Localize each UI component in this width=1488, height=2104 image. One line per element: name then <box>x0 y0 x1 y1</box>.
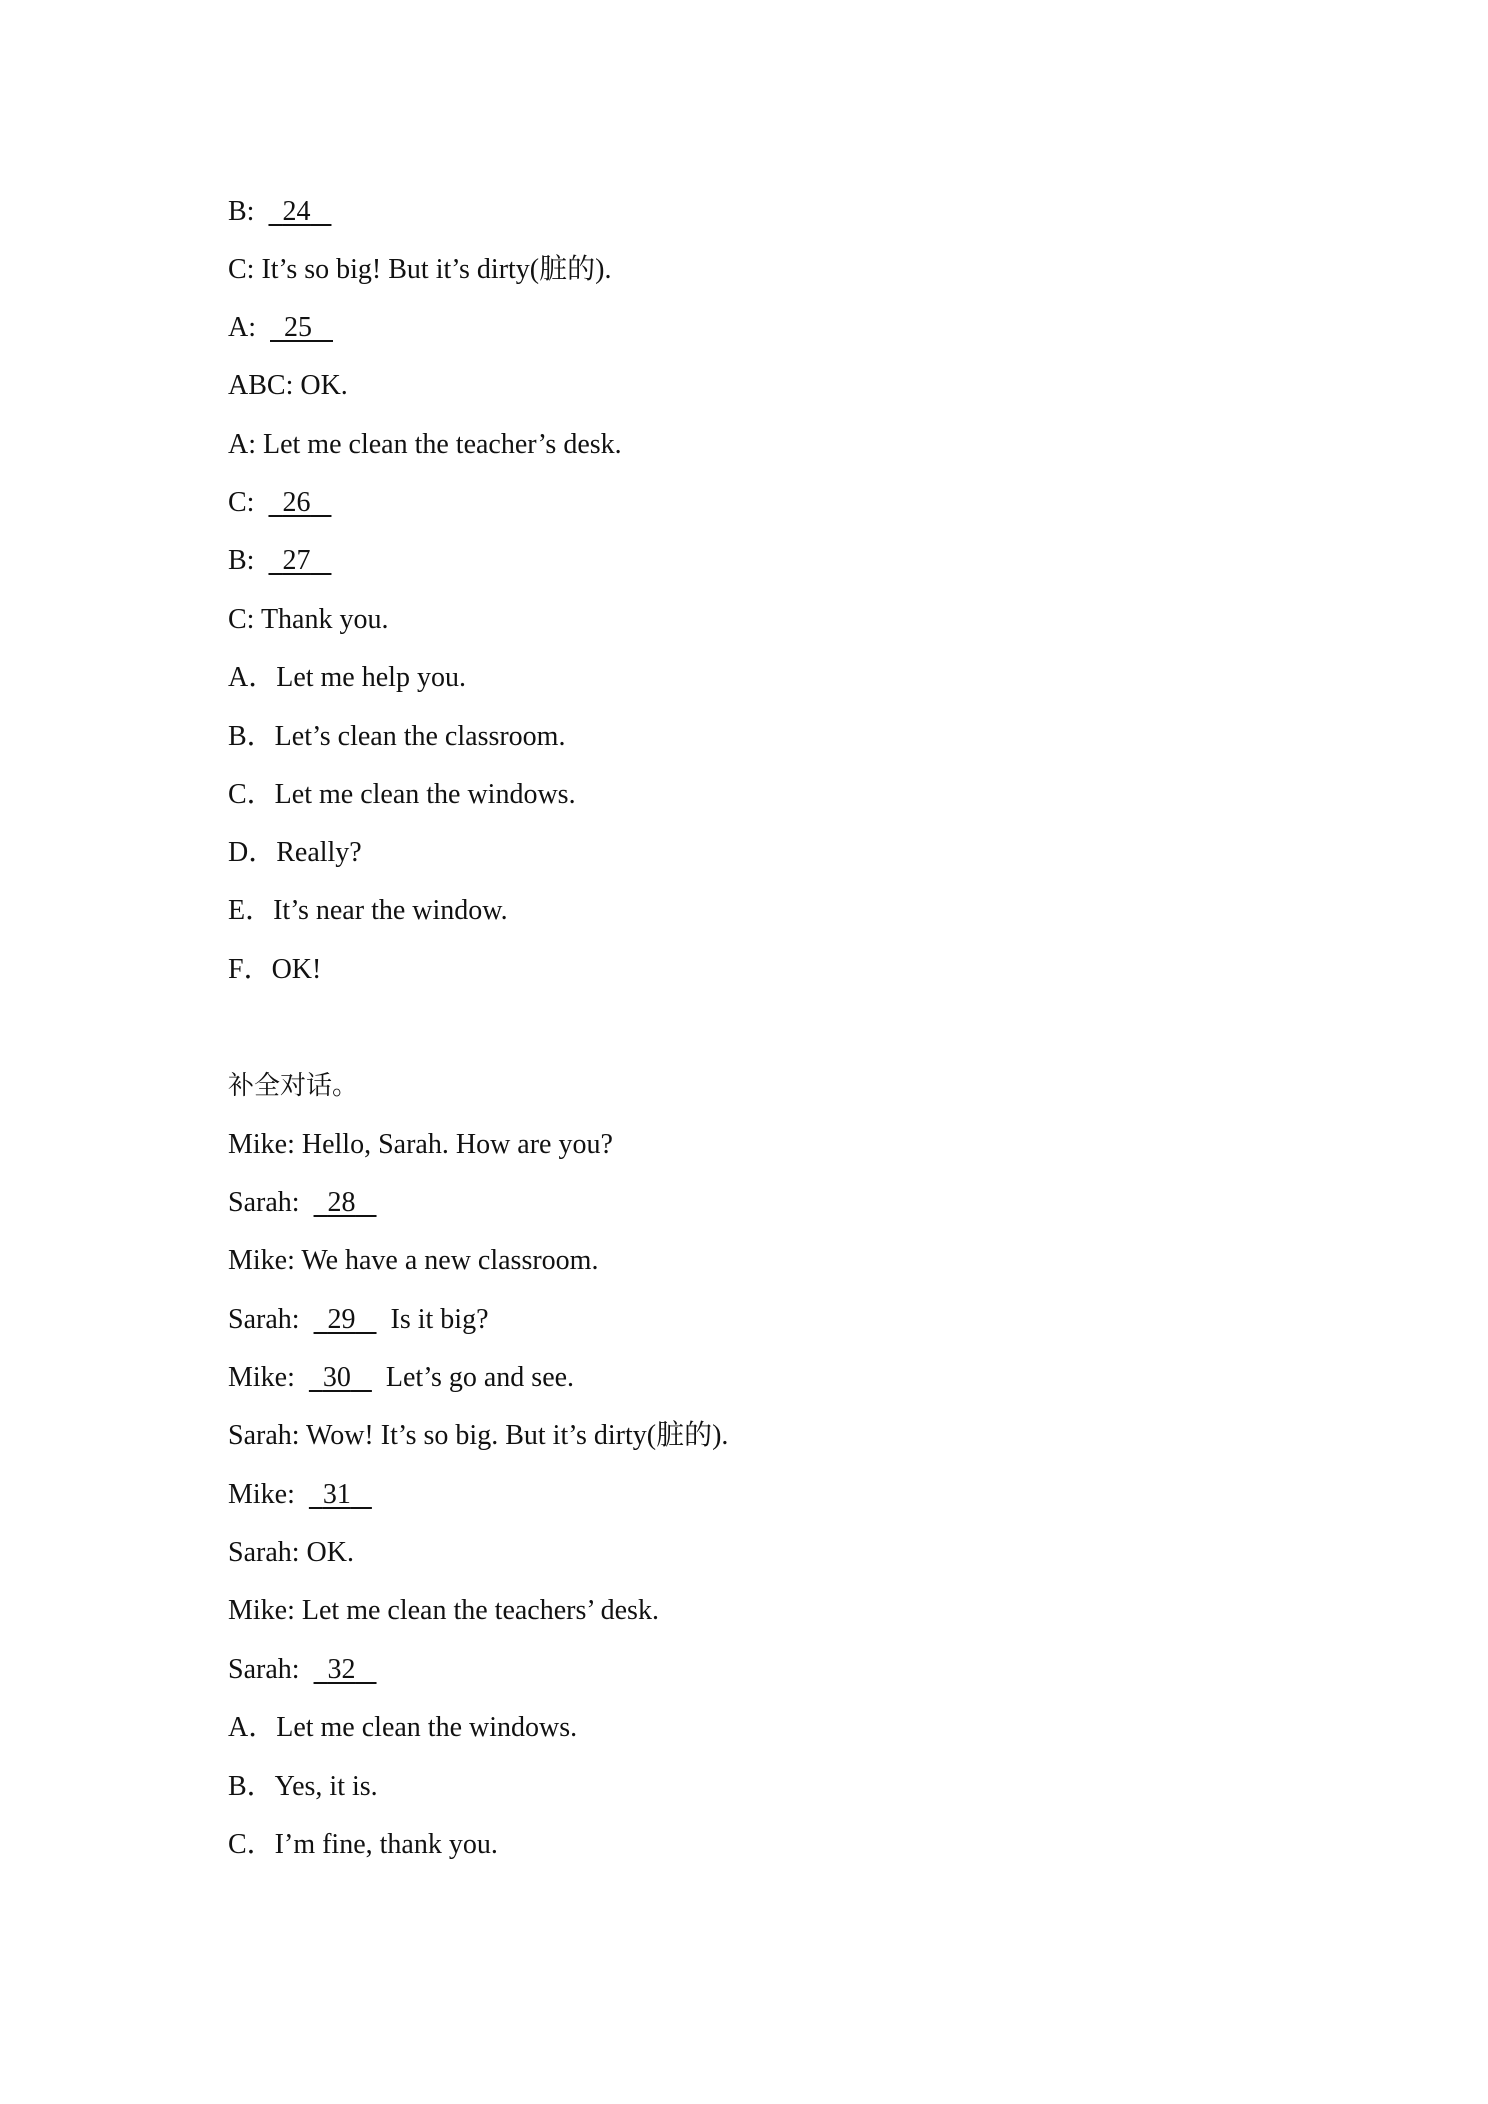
dialogue-line-5: A: Let me clean the teacher’s desk. <box>228 429 622 460</box>
dialogue2-line-3: Mike: We have a new classroom. <box>228 1245 599 1276</box>
dialogue2-line-5: Mike: 30 Let’s go and see. <box>228 1358 574 1398</box>
option2-c: C．I’m fine, thank you. <box>228 1829 498 1860</box>
dialogue2-line-6: Sarah: Wow! It’s so big. But it’s dirty(脏的). <box>228 1420 729 1451</box>
answer-blank-29: 29 <box>327 1304 356 1335</box>
dialogue-line-4: ABC: OK. <box>228 370 348 401</box>
option-a: A．Let me help you. <box>228 662 466 693</box>
option2-a: A．Let me clean the windows. <box>228 1712 578 1743</box>
answer-blank-26: 26 <box>282 487 311 518</box>
dialogue2-line-10: Sarah: 32 <box>228 1650 377 1690</box>
dialogue-line-7: B: 27 <box>228 541 331 581</box>
dialogue-line-3: A: 25 <box>228 308 333 348</box>
dialogue2-line-4: Sarah: 29 Is it big? <box>228 1300 489 1340</box>
option2-b: B．Yes, it is. <box>228 1771 378 1802</box>
answer-blank-24: 24 <box>282 196 311 227</box>
option-f: F．OK! <box>228 954 322 985</box>
speaker: B: <box>228 196 255 227</box>
dialogue2-line-9: Mike: Let me clean the teachers’ desk. <box>228 1595 659 1626</box>
option-e: E．It’s near the window. <box>228 895 508 926</box>
option-b: B．Let’s clean the classroom. <box>228 721 566 752</box>
dialogue2-line-8: Sarah: OK. <box>228 1537 354 1568</box>
dialogue-line-6: C: 26 <box>228 483 331 523</box>
answer-blank-32: 32 <box>327 1654 356 1685</box>
dialogue2-line-7: Mike: 31 <box>228 1475 372 1515</box>
answer-blank-31: 31 <box>322 1479 351 1510</box>
option-c: C．Let me clean the windows. <box>228 779 576 810</box>
dialogue-line-2: C: It’s so big! But it’s dirty(脏的). <box>228 254 612 285</box>
answer-blank-27: 27 <box>282 545 311 576</box>
answer-blank-25: 25 <box>284 312 312 343</box>
section-instruction: 补全对话。 <box>228 1071 359 1101</box>
dialogue-line-8: C: Thank you. <box>228 604 389 635</box>
dialogue2-line-1: Mike: Hello, Sarah. How are you? <box>228 1129 613 1160</box>
option-d: D．Really? <box>228 837 362 868</box>
answer-blank-28: 28 <box>327 1187 356 1218</box>
answer-blank-30: 30 <box>322 1362 351 1393</box>
dialogue2-line-2: Sarah: 28 <box>228 1183 377 1223</box>
dialogue-line-1 <box>228 192 331 232</box>
